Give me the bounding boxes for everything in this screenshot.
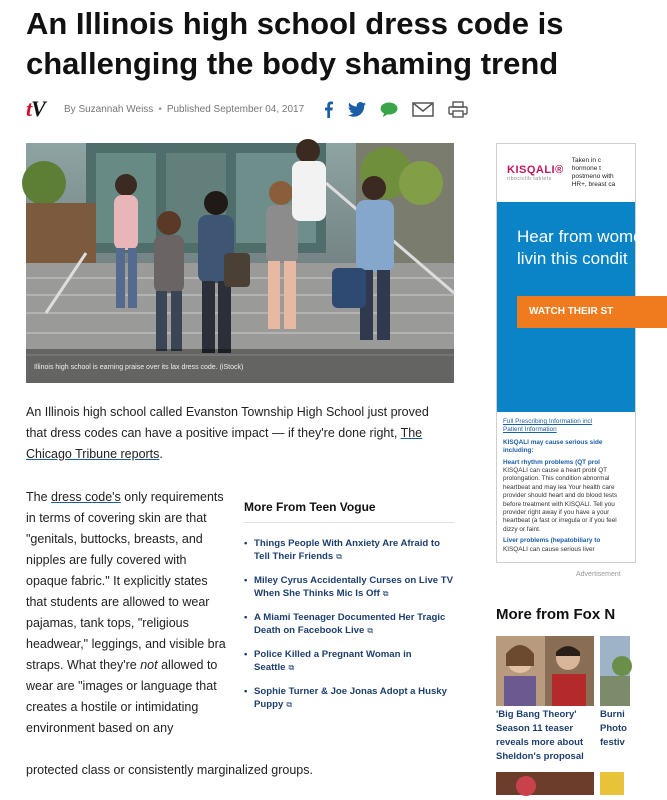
article-paragraph-1 [26,402,446,465]
more-from-list [244,522,454,711]
byline-separator: • [158,103,162,115]
fox-card-image-lower[interactable] [496,772,594,795]
byline-published: Published September 04, 2017 [166,103,305,115]
fox-card-image[interactable] [600,636,630,706]
article-paragraph-3: protected class or consistently marginalized groups. [26,763,313,777]
facebook-icon[interactable] [322,101,334,118]
article-paragraph-2 [26,487,226,739]
paragraph-2-text-a: only requirements in terms of covering skin are that "genitals, buttocks, breasts, and nipples are fully covered with opaque fabric." It explicitly states that students are allowed to wear pajamas, tank tops, "religious headwear," leggings, and visible bra straps. What they're [26,490,226,672]
more-from-item[interactable] [244,574,454,600]
external-link-icon: ⧉ [288,663,295,672]
more-from-item-label[interactable]: A Miami Teenager Documented Her Tragic Death on Facebook Live [254,612,446,636]
external-link-icon: ⧉ [286,700,293,709]
kisqali-advertisement[interactable] [496,143,653,563]
ad-fine-print [497,412,635,560]
hero-caption: Illinois high school is earning praise over its lax dress code. (iStock) [34,364,244,371]
fox-card-caption[interactable]: 'Big Bang Theory' Season 11 teaser reveals more about Sheldon's proposal [496,709,584,762]
comment-icon[interactable] [380,102,398,117]
more-from-teen-vogue [244,500,454,722]
kisqali-logo [507,164,564,182]
byline-author[interactable]: By Suzannah Weiss [64,103,154,115]
more-from-fox-title: More from Fox N [496,606,616,623]
more-from-item[interactable] [244,685,454,711]
ad-item1-heading: Heart rhythm problems (QT prol [503,458,600,466]
kisqali-brand: KISQALI® [507,164,564,176]
more-from-item[interactable] [244,537,454,563]
article-headline: An Illinois high school dress code is challenging the body shaming trend [26,6,564,81]
dress-code-link[interactable]: dress code's [51,490,121,504]
chicago-tribune-link[interactable]: The Chicago Tribune reports [26,426,423,461]
paragraph-2-text-b: allowed to wear are "images or language that creates a hostile or intimidating environment based on any [26,658,218,735]
more-from-item-label[interactable]: Things People With Anxiety Are Afraid to Tell Their Friends [254,538,440,562]
paragraph-2-lead: The [26,490,52,504]
ad-warning-heading: KISQALI may cause serious side including: [503,438,603,455]
more-from-item-label[interactable]: Sophie Turner & Joe Jonas Adopt a Husky Puppy [254,686,447,710]
kisqali-sub: ribociclib tablets [507,176,552,182]
teen-vogue-logo[interactable]: tV [26,96,45,121]
more-from-item-label[interactable]: Police Killed a Pregnant Woman in Seattle [254,649,412,673]
paragraph-1-end: . [159,447,163,461]
patient-info-link[interactable]: Patient Information [503,426,557,434]
paragraph-1-text: An Illinois high school called Evanston Township High School just proved that dress codes can have a positive impact — if they're done right, [26,405,429,440]
share-bar [322,101,468,118]
hero-image [26,143,454,383]
fox-card-image[interactable] [496,636,594,706]
email-icon[interactable] [412,102,434,117]
ad-header [497,144,635,202]
ad-item2-body: KISQALI can cause serious liver [503,545,595,553]
external-link-icon: ⧉ [382,589,389,598]
byline [26,94,486,124]
paragraph-2-emphasis: not [140,658,158,672]
external-link-icon: ⧉ [367,626,374,635]
watch-their-stories-button[interactable]: WATCH THEIR ST [517,296,667,328]
advertisement-label: Advertisement [576,571,621,578]
more-from-title: More From Teen Vogue [244,500,376,514]
more-from-item-label[interactable]: Miley Cyrus Accidentally Curses on Live TV When She Thinks Mic Is Off [254,575,454,599]
hero-photo-illustration [26,143,454,383]
fox-card-caption[interactable]: Burni Photo festiv [600,709,627,748]
external-link-icon: ⧉ [336,552,342,561]
more-from-item[interactable] [244,611,454,637]
fox-card-image-lower[interactable] [600,772,624,795]
twitter-icon[interactable] [348,102,366,117]
fox-card-photo [600,636,630,706]
ad-item2-heading: Liver problems (hepatobiliary to [503,537,601,545]
prescribing-info-link[interactable]: Full Prescribing Information incl [503,418,593,425]
print-icon[interactable] [448,101,468,118]
ad-item1-body: KISQALI can cause a heart probl QT prolongation. This condition abnormal heartbeat and may lea Your health care provider should heart and do blood tests before treatment with KISQALI. Tell you provider right away if you have a your heartbeat (a fast or irregula or if you feel dizzy or faint. [503,467,618,533]
fox-card-photo [496,772,594,795]
ad-headline: Hear from women livin this condit [517,227,653,268]
ad-banner [497,202,653,412]
fox-card-photo [496,636,594,706]
ad-side-text: Taken in c hormone t postmeno with HR+, breast ca [571,157,616,188]
more-from-item[interactable] [244,648,454,674]
